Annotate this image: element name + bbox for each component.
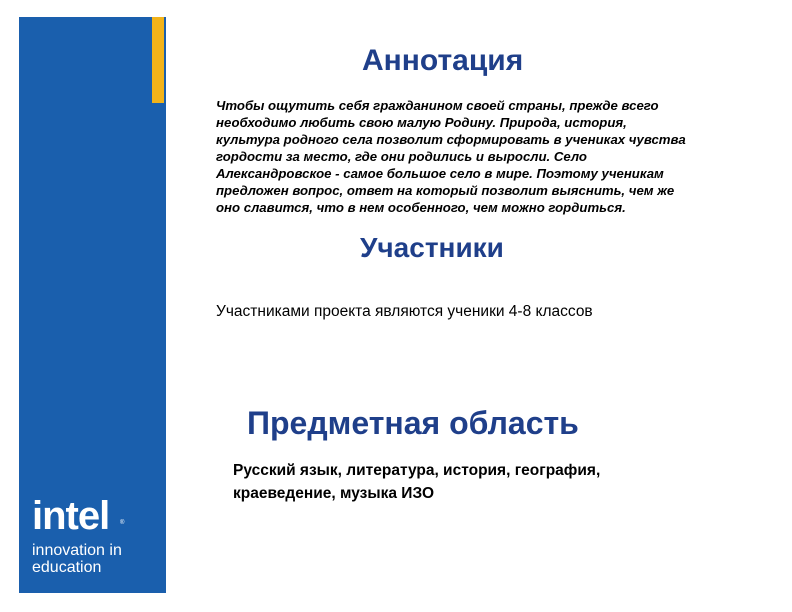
participants-text: Участниками проекта являются ученики 4-8 классов (216, 303, 593, 320)
annotation-text: Чтобы ощутить себя гражданином своей страны, прежде всего необходимо любить свою малую Родину. Природа, история, культура родного села позволит сформировать в учениках чувства гордости за место, где они родились и выросли. Село Александровское - самое большое село в мире. Поэтому ученикам предложен вопрос, ответ на который позволит выяснить, чем же оно славится, что в нем особенного, чем можно гордиться. (216, 98, 686, 215)
accent-stripe (152, 17, 164, 103)
subject-text: Русский язык, литература, история, география, краеведение, музыка ИЗО (233, 462, 601, 502)
intel-logo (32, 494, 125, 576)
logo-tagline (32, 542, 122, 576)
annotation-title: Аннотация (362, 44, 524, 77)
logo-tagline-line2: education (32, 559, 102, 576)
subject-title: Предметная область (247, 405, 579, 441)
logo-trademark: ® (120, 520, 125, 526)
logo-wordmark: intel (32, 494, 110, 538)
logo-tagline-line1: innovation in (32, 542, 122, 559)
participants-title: Участники (360, 232, 504, 263)
